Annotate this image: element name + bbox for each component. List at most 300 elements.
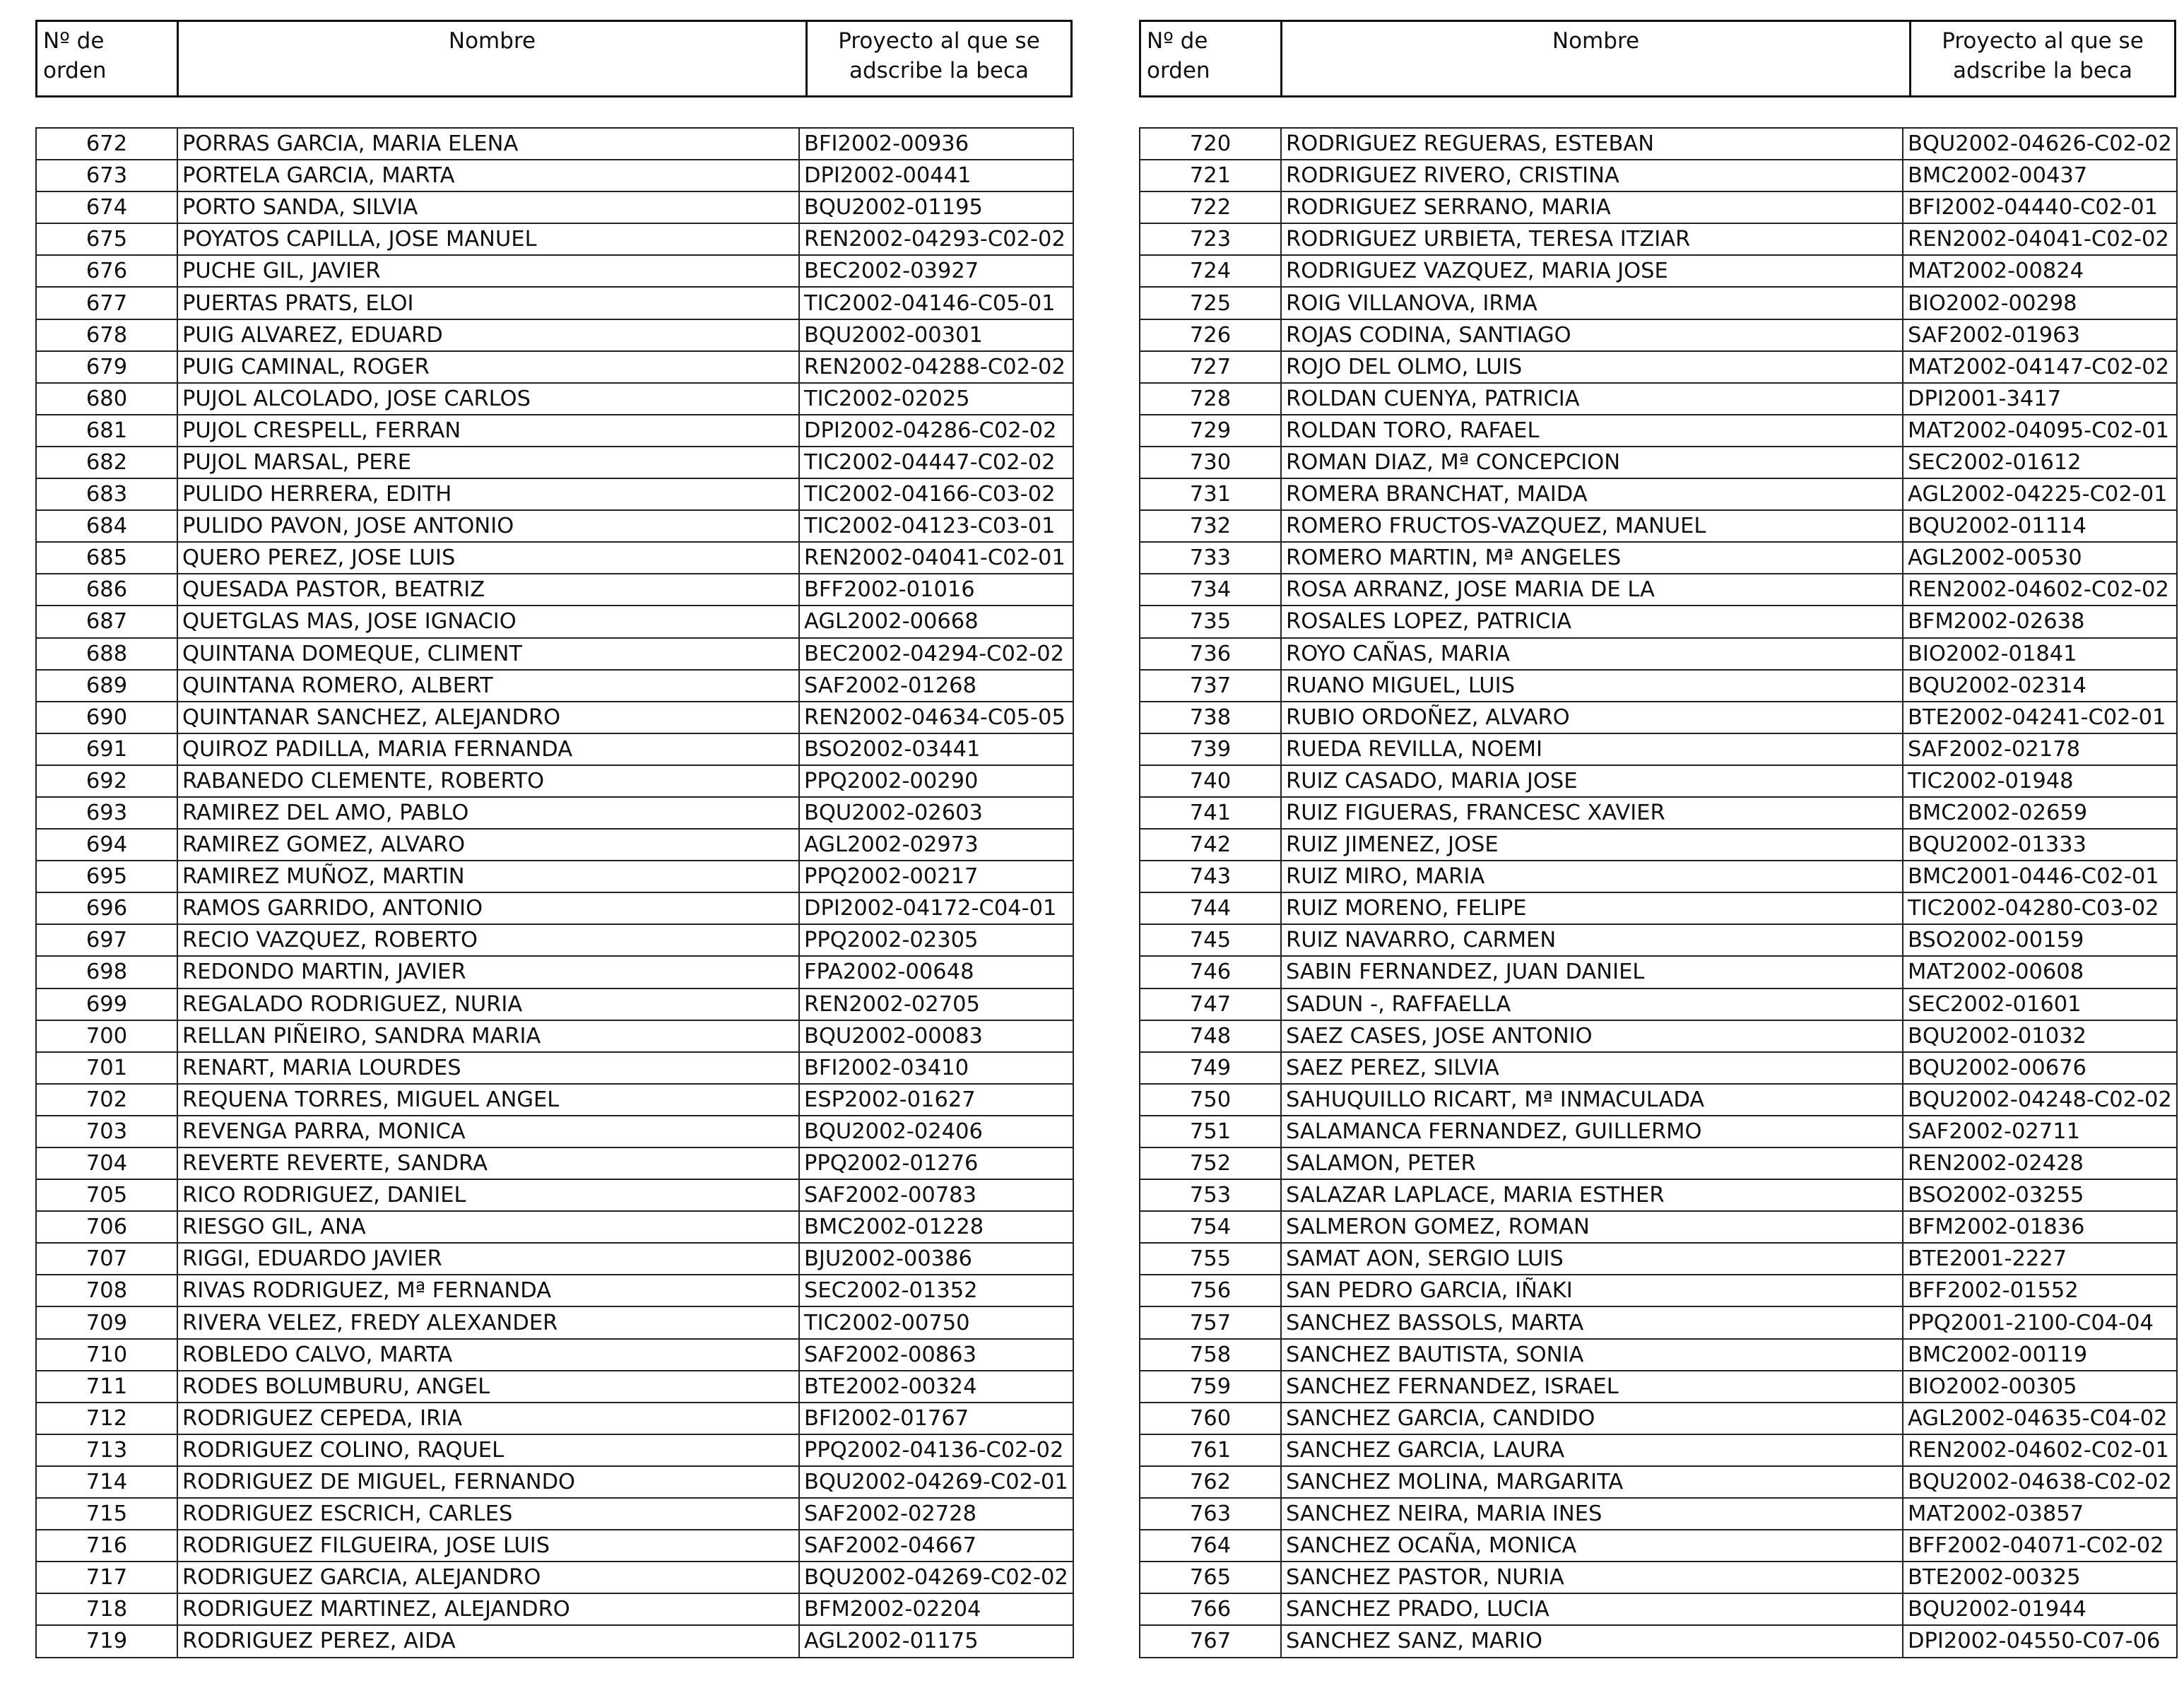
project-code-cell: BMC2002-02659 <box>1903 797 2177 829</box>
order-number-cell: 761 <box>1140 1434 1281 1466</box>
project-code-cell: BQU2002-04638-C02-02 <box>1903 1466 2177 1498</box>
table-row <box>36 1275 1073 1306</box>
table-row <box>36 861 1073 892</box>
table-row <box>1140 1530 2177 1562</box>
order-number-cell: 738 <box>1140 702 1281 733</box>
project-header-line2: adscribe la beca <box>1952 58 2133 83</box>
name-cell: RUIZ JIMENEZ, JOSE <box>1281 829 1903 861</box>
name-cell: RODRIGUEZ CEPEDA, IRIA <box>177 1403 799 1434</box>
project-code-cell: TIC2002-01948 <box>1903 765 2177 797</box>
order-number-cell: 678 <box>36 319 177 351</box>
table-row <box>1140 1020 2177 1052</box>
project-code-cell: BIO2002-01841 <box>1903 638 2177 670</box>
table-row <box>36 287 1073 319</box>
order-number-cell: 677 <box>36 287 177 319</box>
order-number-cell: 739 <box>1140 733 1281 765</box>
order-number-cell: 748 <box>1140 1020 1281 1052</box>
name-cell: REVERTE REVERTE, SANDRA <box>177 1147 799 1179</box>
table-row <box>36 702 1073 733</box>
table-row <box>36 542 1073 574</box>
name-cell: RODRIGUEZ VAZQUEZ, MARIA JOSE <box>1281 255 1903 287</box>
table-row <box>36 255 1073 287</box>
table-row <box>1140 638 2177 670</box>
order-number-cell: 727 <box>1140 351 1281 383</box>
name-cell: RICO RODRIGUEZ, DANIEL <box>177 1179 799 1211</box>
table-row <box>36 1498 1073 1530</box>
name-cell: SAHUQUILLO RICART, Mª INMACULADA <box>1281 1084 1903 1116</box>
order-number-cell: 766 <box>1140 1593 1281 1625</box>
order-number-cell: 690 <box>36 702 177 733</box>
project-code-cell: BIO2002-00305 <box>1903 1371 2177 1403</box>
name-cell: PUJOL ALCOLADO, JOSE CARLOS <box>177 383 799 415</box>
name-cell: RODRIGUEZ COLINO, RAQUEL <box>177 1434 799 1466</box>
table-row <box>36 1116 1073 1147</box>
order-number-cell: 719 <box>36 1625 177 1657</box>
name-cell: RODRIGUEZ SERRANO, MARIA <box>1281 191 1903 223</box>
project-code-cell: SAF2002-01268 <box>799 670 1073 702</box>
name-cell: PUCHE GIL, JAVIER <box>177 255 799 287</box>
table-row <box>36 383 1073 415</box>
name-cell: ROLDAN TORO, RAFAEL <box>1281 415 1903 447</box>
order-number-cell: 703 <box>36 1116 177 1147</box>
right-header-table <box>1139 20 2176 98</box>
table-row <box>36 319 1073 351</box>
project-code-cell: BQU2002-04269-C02-02 <box>799 1562 1073 1593</box>
name-cell: PUERTAS PRATS, ELOI <box>177 287 799 319</box>
order-number-cell: 725 <box>1140 287 1281 319</box>
table-row <box>36 1211 1073 1243</box>
name-cell: ROMERA BRANCHAT, MAIDA <box>1281 478 1903 510</box>
table-row <box>36 797 1073 829</box>
order-number-cell: 759 <box>1140 1371 1281 1403</box>
order-number-cell: 736 <box>1140 638 1281 670</box>
table-row <box>36 128 1073 160</box>
table-row <box>1140 606 2177 637</box>
table-row <box>1140 733 2177 765</box>
project-code-cell: BQU2002-04248-C02-02 <box>1903 1084 2177 1116</box>
project-header-line1: Proyecto al que se <box>1942 28 2144 54</box>
table-row <box>1140 1306 2177 1338</box>
name-cell: RUIZ MIRO, MARIA <box>1281 861 1903 892</box>
table-row <box>36 1339 1073 1371</box>
left-header-table <box>35 20 1073 98</box>
name-cell: RABANEDO CLEMENTE, ROBERTO <box>177 765 799 797</box>
order-number-cell: 728 <box>1140 383 1281 415</box>
table-row <box>1140 510 2177 542</box>
table-row <box>36 1243 1073 1275</box>
order-number-cell: 722 <box>1140 191 1281 223</box>
name-cell: SADUN -, RAFFAELLA <box>1281 988 1903 1020</box>
project-code-cell: FPA2002-00648 <box>799 956 1073 988</box>
table-row <box>1140 287 2177 319</box>
order-number-cell: 721 <box>1140 160 1281 191</box>
project-code-cell: BTE2002-00325 <box>1903 1562 2177 1593</box>
order-number-cell: 767 <box>1140 1625 1281 1657</box>
project-code-cell: PPQ2002-00217 <box>799 861 1073 892</box>
project-code-cell: BQU2002-00083 <box>799 1020 1073 1052</box>
name-cell: SALMERON GOMEZ, ROMAN <box>1281 1211 1903 1243</box>
table-row <box>1140 415 2177 447</box>
table-row <box>1140 1593 2177 1625</box>
order-number-cell: 682 <box>36 447 177 478</box>
table-row <box>1140 1466 2177 1498</box>
name-cell: SAMAT AON, SERGIO LUIS <box>1281 1243 1903 1275</box>
project-code-cell: BMC2002-00119 <box>1903 1339 2177 1371</box>
order-number-cell: 742 <box>1140 829 1281 861</box>
name-cell: ROMERO MARTIN, Mª ANGELES <box>1281 542 1903 574</box>
table-row <box>36 1084 1073 1116</box>
order-number-cell: 699 <box>36 988 177 1020</box>
order-number-cell: 750 <box>1140 1084 1281 1116</box>
project-code-cell: BSO2002-03441 <box>799 733 1073 765</box>
name-cell: RIVERA VELEZ, FREDY ALEXANDER <box>177 1306 799 1338</box>
project-code-cell: TIC2002-00750 <box>799 1306 1073 1338</box>
project-code-cell: PPQ2002-02305 <box>799 924 1073 956</box>
name-cell: QUERO PEREZ, JOSE LUIS <box>177 542 799 574</box>
name-cell: PUIG CAMINAL, ROGER <box>177 351 799 383</box>
order-number-cell: 756 <box>1140 1275 1281 1306</box>
name-cell: ROSA ARRANZ, JOSE MARIA DE LA <box>1281 574 1903 606</box>
order-number-cell: 701 <box>36 1052 177 1084</box>
project-code-cell: TIC2002-02025 <box>799 383 1073 415</box>
name-cell: SANCHEZ OCAÑA, MONICA <box>1281 1530 1903 1562</box>
table-row <box>36 191 1073 223</box>
name-cell: QUIROZ PADILLA, MARIA FERNANDA <box>177 733 799 765</box>
name-cell: SANCHEZ GARCIA, CANDIDO <box>1281 1403 1903 1434</box>
project-code-cell: AGL2002-02973 <box>799 829 1073 861</box>
project-code-cell: BFF2002-01016 <box>799 574 1073 606</box>
table-row <box>1140 892 2177 924</box>
order-number-cell: 691 <box>36 733 177 765</box>
project-code-cell: SEC2002-01612 <box>1903 447 2177 478</box>
table-row <box>36 1179 1073 1211</box>
project-code-cell: BQU2002-01195 <box>799 191 1073 223</box>
project-code-cell: AGL2002-00530 <box>1903 542 2177 574</box>
table-row <box>1140 574 2177 606</box>
project-code-cell: BTE2002-00324 <box>799 1371 1073 1403</box>
name-cell: PORRAS GARCIA, MARIA ELENA <box>177 128 799 160</box>
name-cell: REVENGA PARRA, MONICA <box>177 1116 799 1147</box>
order-number-cell: 715 <box>36 1498 177 1530</box>
table-row <box>1140 988 2177 1020</box>
table-row <box>1140 1211 2177 1243</box>
table-row <box>1140 1498 2177 1530</box>
project-code-cell: BQU2002-01333 <box>1903 829 2177 861</box>
name-cell: RODRIGUEZ ESCRICH, CARLES <box>177 1498 799 1530</box>
order-number-cell: 676 <box>36 255 177 287</box>
table-row <box>1140 1371 2177 1403</box>
left-table-section <box>35 20 1074 1658</box>
table-row <box>36 1052 1073 1084</box>
project-code-cell: TIC2002-04447-C02-02 <box>799 447 1073 478</box>
table-row <box>1140 1275 2177 1306</box>
num-header: Nº de orden <box>1140 21 1282 97</box>
project-code-cell: BQU2002-01944 <box>1903 1593 2177 1625</box>
order-number-cell: 693 <box>36 797 177 829</box>
order-number-cell: 698 <box>36 956 177 988</box>
table-row <box>1140 829 2177 861</box>
project-code-cell: TIC2002-04146-C05-01 <box>799 287 1073 319</box>
name-cell: RUANO MIGUEL, LUIS <box>1281 670 1903 702</box>
table-row <box>36 988 1073 1020</box>
table-row <box>36 223 1073 255</box>
name-cell: SANCHEZ SANZ, MARIO <box>1281 1625 1903 1657</box>
table-row <box>36 478 1073 510</box>
name-cell: ROSALES LOPEZ, PATRICIA <box>1281 606 1903 637</box>
table-row <box>36 447 1073 478</box>
name-cell: SALAZAR LAPLACE, MARIA ESTHER <box>1281 1179 1903 1211</box>
order-number-cell: 751 <box>1140 1116 1281 1147</box>
project-code-cell: PPQ2002-01276 <box>799 1147 1073 1179</box>
name-cell: SAN PEDRO GARCIA, IÑAKI <box>1281 1275 1903 1306</box>
name-cell: SANCHEZ GARCIA, LAURA <box>1281 1434 1903 1466</box>
project-code-cell: REN2002-02428 <box>1903 1147 2177 1179</box>
order-number-cell: 744 <box>1140 892 1281 924</box>
table-row <box>1140 1116 2177 1147</box>
table-row <box>1140 128 2177 160</box>
table-row <box>36 574 1073 606</box>
project-code-cell: BQU2002-02603 <box>799 797 1073 829</box>
order-number-cell: 707 <box>36 1243 177 1275</box>
name-cell: REQUENA TORRES, MIGUEL ANGEL <box>177 1084 799 1116</box>
table-row <box>1140 383 2177 415</box>
project-code-cell: BSO2002-00159 <box>1903 924 2177 956</box>
name-cell: RODRIGUEZ MARTINEZ, ALEJANDRO <box>177 1593 799 1625</box>
table-row <box>36 1434 1073 1466</box>
name-cell: SALAMANCA FERNANDEZ, GUILLERMO <box>1281 1116 1903 1147</box>
table-row <box>36 892 1073 924</box>
order-number-cell: 723 <box>1140 223 1281 255</box>
project-header-line1: Proyecto al que se <box>838 28 1040 54</box>
table-row <box>1140 1434 2177 1466</box>
name-cell: SANCHEZ PASTOR, NURIA <box>1281 1562 1903 1593</box>
name-cell: PORTO SANDA, SILVIA <box>177 191 799 223</box>
name-cell: RAMIREZ DEL AMO, PABLO <box>177 797 799 829</box>
project-code-cell: BTE2002-04241-C02-01 <box>1903 702 2177 733</box>
name-cell: RAMOS GARRIDO, ANTONIO <box>177 892 799 924</box>
order-number-cell: 686 <box>36 574 177 606</box>
name-cell: ROYO CAÑAS, MARIA <box>1281 638 1903 670</box>
order-number-cell: 733 <box>1140 542 1281 574</box>
name-cell: QUINTANAR SANCHEZ, ALEJANDRO <box>177 702 799 733</box>
project-code-cell: BMC2002-00437 <box>1903 160 2177 191</box>
project-code-cell: AGL2002-04635-C04-02 <box>1903 1403 2177 1434</box>
table-row <box>36 510 1073 542</box>
order-number-cell: 718 <box>36 1593 177 1625</box>
order-number-cell: 765 <box>1140 1562 1281 1593</box>
project-code-cell: BQU2002-00676 <box>1903 1052 2177 1084</box>
order-number-cell: 717 <box>36 1562 177 1593</box>
project-code-cell: BQU2002-02406 <box>799 1116 1073 1147</box>
table-row <box>36 1147 1073 1179</box>
name-cell: ROJAS CODINA, SANTIAGO <box>1281 319 1903 351</box>
order-number-cell: 705 <box>36 1179 177 1211</box>
project-code-cell: DPI2001-3417 <box>1903 383 2177 415</box>
project-code-cell: MAT2002-03857 <box>1903 1498 2177 1530</box>
project-code-cell: BQU2002-04626-C02-02 <box>1903 128 2177 160</box>
project-code-cell: BQU2002-00301 <box>799 319 1073 351</box>
project-code-cell: BMC2001-0446-C02-01 <box>1903 861 2177 892</box>
project-code-cell: REN2002-04041-C02-02 <box>1903 223 2177 255</box>
name-cell: PORTELA GARCIA, MARTA <box>177 160 799 191</box>
order-number-cell: 712 <box>36 1403 177 1434</box>
name-cell: ROJO DEL OLMO, LUIS <box>1281 351 1903 383</box>
project-code-cell: REN2002-04602-C02-02 <box>1903 574 2177 606</box>
name-cell: RUIZ NAVARRO, CARMEN <box>1281 924 1903 956</box>
order-number-cell: 680 <box>36 383 177 415</box>
project-code-cell: BTE2001-2227 <box>1903 1243 2177 1275</box>
name-cell: RODRIGUEZ FILGUEIRA, JOSE LUIS <box>177 1530 799 1562</box>
project-code-cell: DPI2002-04172-C04-01 <box>799 892 1073 924</box>
table-row <box>1140 797 2177 829</box>
order-number-cell: 695 <box>36 861 177 892</box>
table-row <box>36 1530 1073 1562</box>
order-number-cell: 689 <box>36 670 177 702</box>
project-code-cell: MAT2002-04095-C02-01 <box>1903 415 2177 447</box>
project-code-cell: BJU2002-00386 <box>799 1243 1073 1275</box>
project-code-cell: REN2002-04288-C02-02 <box>799 351 1073 383</box>
order-number-cell: 688 <box>36 638 177 670</box>
table-row <box>1140 956 2177 988</box>
project-code-cell: REN2002-02705 <box>799 988 1073 1020</box>
name-cell: RAMIREZ GOMEZ, ALVARO <box>177 829 799 861</box>
project-code-cell: REN2002-04602-C02-01 <box>1903 1434 2177 1466</box>
project-code-cell: REN2002-04293-C02-02 <box>799 223 1073 255</box>
table-row <box>36 1625 1073 1657</box>
project-code-cell: BQU2002-02314 <box>1903 670 2177 702</box>
order-number-cell: 709 <box>36 1306 177 1338</box>
name-cell: SANCHEZ PRADO, LUCIA <box>1281 1593 1903 1625</box>
table-row <box>1140 447 2177 478</box>
name-cell: QUETGLAS MAS, JOSE IGNACIO <box>177 606 799 637</box>
table-row <box>36 1020 1073 1052</box>
project-code-cell: BFI2002-04440-C02-01 <box>1903 191 2177 223</box>
project-code-cell: MAT2002-00824 <box>1903 255 2177 287</box>
project-code-cell: SAF2002-02178 <box>1903 733 2177 765</box>
project-code-cell: AGL2002-01175 <box>799 1625 1073 1657</box>
name-cell: SAEZ CASES, JOSE ANTONIO <box>1281 1020 1903 1052</box>
table-row <box>36 1306 1073 1338</box>
order-number-cell: 697 <box>36 924 177 956</box>
name-cell: RECIO VAZQUEZ, ROBERTO <box>177 924 799 956</box>
name-cell: ROLDAN CUENYA, PATRICIA <box>1281 383 1903 415</box>
table-row <box>1140 1403 2177 1434</box>
order-number-cell: 674 <box>36 191 177 223</box>
project-code-cell: BQU2002-04269-C02-01 <box>799 1466 1073 1498</box>
order-number-cell: 764 <box>1140 1530 1281 1562</box>
order-number-cell: 743 <box>1140 861 1281 892</box>
project-code-cell: SAF2002-02711 <box>1903 1116 2177 1147</box>
project-code-cell: BMC2002-01228 <box>799 1211 1073 1243</box>
project-code-cell: REN2002-04041-C02-01 <box>799 542 1073 574</box>
table-row <box>36 829 1073 861</box>
project-code-cell: BEC2002-04294-C02-02 <box>799 638 1073 670</box>
table-row <box>36 351 1073 383</box>
order-number-cell: 687 <box>36 606 177 637</box>
table-row <box>1140 351 2177 383</box>
name-cell: SAEZ PEREZ, SILVIA <box>1281 1052 1903 1084</box>
name-cell: SABIN FERNANDEZ, JUAN DANIEL <box>1281 956 1903 988</box>
name-cell: SANCHEZ BAUTISTA, SONIA <box>1281 1339 1903 1371</box>
table-row <box>1140 924 2177 956</box>
project-code-cell: PPQ2002-04136-C02-02 <box>799 1434 1073 1466</box>
order-number-cell: 747 <box>1140 988 1281 1020</box>
name-cell: REGALADO RODRIGUEZ, NURIA <box>177 988 799 1020</box>
project-code-cell: DPI2002-04286-C02-02 <box>799 415 1073 447</box>
name-cell: RODRIGUEZ URBIETA, TERESA ITZIAR <box>1281 223 1903 255</box>
order-number-cell: 679 <box>36 351 177 383</box>
order-number-cell: 763 <box>1140 1498 1281 1530</box>
project-code-cell: BSO2002-03255 <box>1903 1179 2177 1211</box>
order-number-cell: 696 <box>36 892 177 924</box>
name-cell: RODRIGUEZ PEREZ, AIDA <box>177 1625 799 1657</box>
order-number-cell: 740 <box>1140 765 1281 797</box>
table-row <box>36 1593 1073 1625</box>
order-number-cell: 760 <box>1140 1403 1281 1434</box>
name-cell: POYATOS CAPILLA, JOSE MANUEL <box>177 223 799 255</box>
project-code-cell: BFM2002-02638 <box>1903 606 2177 637</box>
table-row <box>1140 1562 2177 1593</box>
table-row <box>36 1371 1073 1403</box>
name-cell: SANCHEZ FERNANDEZ, ISRAEL <box>1281 1371 1903 1403</box>
table-row <box>1140 1625 2177 1657</box>
order-number-cell: 702 <box>36 1084 177 1116</box>
name-cell: RIGGI, EDUARDO JAVIER <box>177 1243 799 1275</box>
project-code-cell: AGL2002-00668 <box>799 606 1073 637</box>
order-number-cell: 730 <box>1140 447 1281 478</box>
name-header: Nombre <box>1282 21 1911 97</box>
name-cell: RODES BOLUMBURU, ANGEL <box>177 1371 799 1403</box>
name-cell: RODRIGUEZ GARCIA, ALEJANDRO <box>177 1562 799 1593</box>
name-cell: RIESGO GIL, ANA <box>177 1211 799 1243</box>
table-row <box>1140 765 2177 797</box>
order-number-cell: 745 <box>1140 924 1281 956</box>
table-row <box>36 638 1073 670</box>
project-code-cell: BQU2002-01032 <box>1903 1020 2177 1052</box>
name-cell: RAMIREZ MUÑOZ, MARTIN <box>177 861 799 892</box>
table-row <box>1140 1243 2177 1275</box>
project-code-cell: TIC2002-04280-C03-02 <box>1903 892 2177 924</box>
table-row <box>1140 1339 2177 1371</box>
table-row <box>1140 861 2177 892</box>
project-code-cell: SEC2002-01601 <box>1903 988 2177 1020</box>
name-cell: RUIZ CASADO, MARIA JOSE <box>1281 765 1903 797</box>
order-number-cell: 684 <box>36 510 177 542</box>
order-number-cell: 741 <box>1140 797 1281 829</box>
order-number-cell: 720 <box>1140 128 1281 160</box>
table-row <box>1140 702 2177 733</box>
name-cell: ROMERO FRUCTOS-VAZQUEZ, MANUEL <box>1281 510 1903 542</box>
name-cell: RELLAN PIÑEIRO, SANDRA MARIA <box>177 1020 799 1052</box>
table-row <box>1140 1147 2177 1179</box>
project-code-cell: REN2002-04634-C05-05 <box>799 702 1073 733</box>
order-number-cell: 757 <box>1140 1306 1281 1338</box>
project-code-cell: BFM2002-02204 <box>799 1593 1073 1625</box>
project-code-cell: MAT2002-00608 <box>1903 956 2177 988</box>
order-number-cell: 704 <box>36 1147 177 1179</box>
project-header <box>1911 21 2176 97</box>
order-number-cell: 716 <box>36 1530 177 1562</box>
project-header <box>807 21 1072 97</box>
num-header: Nº de orden <box>37 21 178 97</box>
project-code-cell: BFI2002-01767 <box>799 1403 1073 1434</box>
order-number-cell: 675 <box>36 223 177 255</box>
order-number-cell: 708 <box>36 1275 177 1306</box>
name-cell: ROIG VILLANOVA, IRMA <box>1281 287 1903 319</box>
project-code-cell: DPI2002-04550-C07-06 <box>1903 1625 2177 1657</box>
project-code-cell: PPQ2001-2100-C04-04 <box>1903 1306 2177 1338</box>
right-table-section <box>1139 20 2178 1658</box>
